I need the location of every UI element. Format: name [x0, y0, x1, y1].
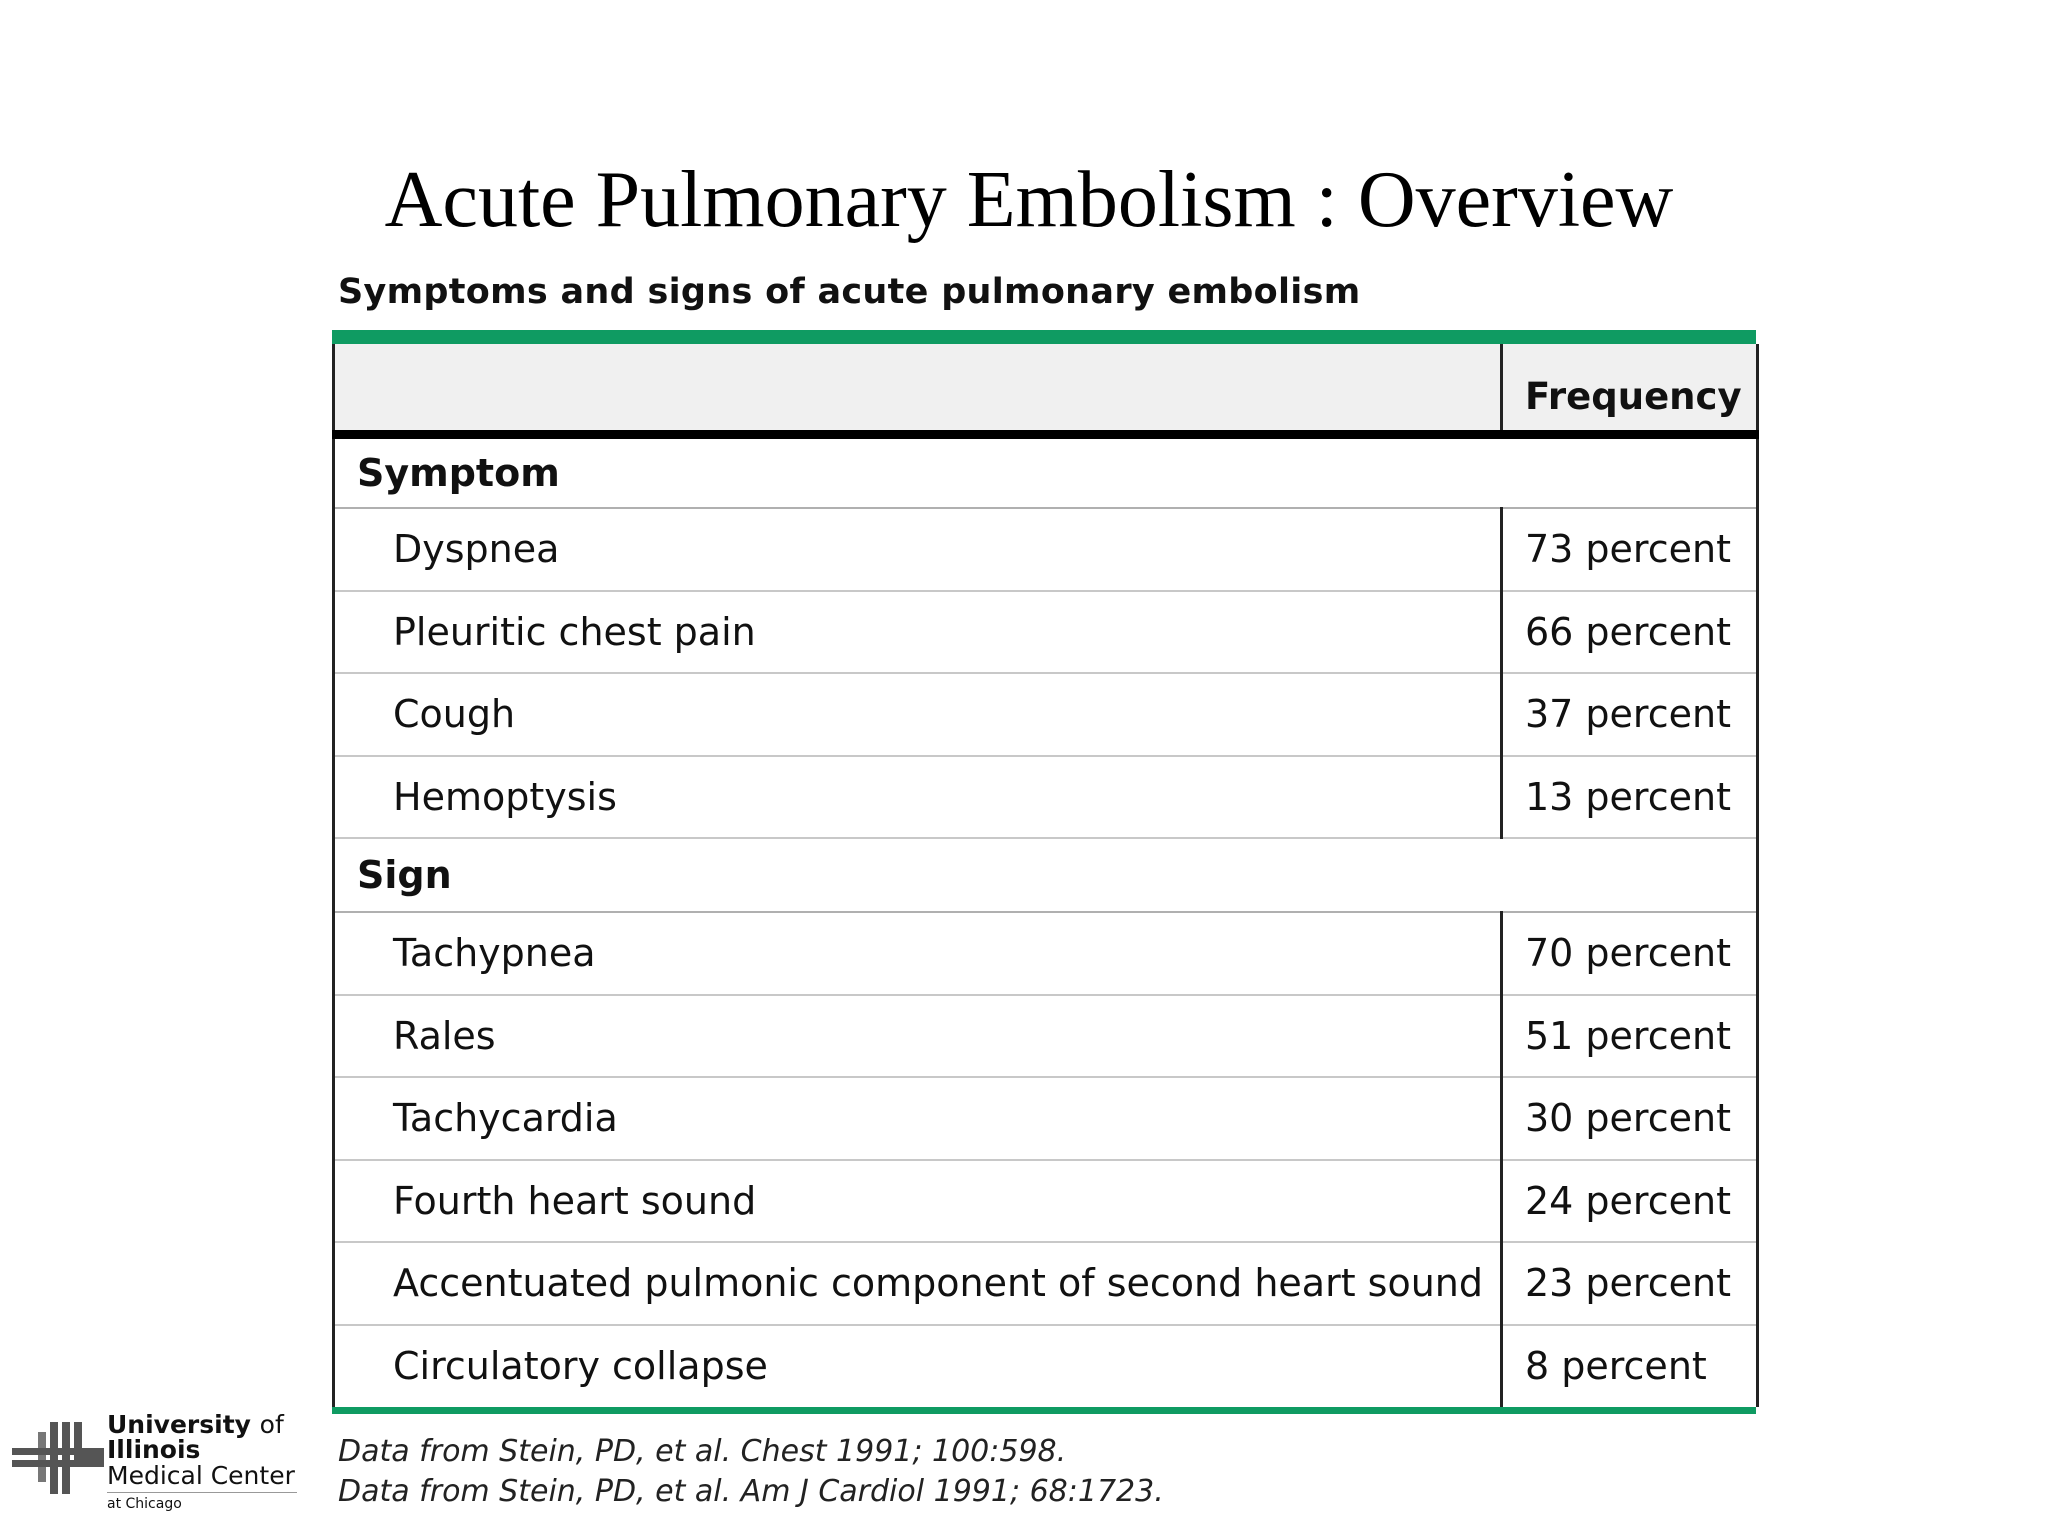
table-bottom-rule [332, 1407, 1756, 1414]
table-row [334, 1160, 1758, 1243]
row-name: Hemoptysis [334, 756, 1502, 839]
row-value: 24 percent [1502, 1160, 1758, 1243]
table-row [334, 673, 1758, 756]
row-name: Circulatory collapse [334, 1325, 1502, 1408]
row-name: Dyspnea [334, 508, 1502, 591]
row-value: 23 percent [1502, 1242, 1758, 1325]
table-row [334, 912, 1758, 995]
frequency-table [332, 344, 1759, 1407]
frequency-table-container [332, 330, 1756, 1414]
row-name: Cough [334, 673, 1502, 756]
table-row [334, 756, 1758, 839]
section-label: Sign [334, 838, 1758, 912]
table-row [334, 508, 1758, 591]
logo-line-2: Illinois [107, 1435, 201, 1464]
table-row [334, 995, 1758, 1078]
logo-line-3: Medical Center [107, 1461, 295, 1490]
table-row [334, 1077, 1758, 1160]
footnote: Data from Stein, PD, et al. Chest 1991; 100:598. [338, 1434, 1067, 1469]
logo-line-1: University of [107, 1410, 284, 1439]
uic-logo-mark-icon [12, 1422, 104, 1494]
row-value: 30 percent [1502, 1077, 1758, 1160]
row-value: 51 percent [1502, 995, 1758, 1078]
table-top-rule [332, 330, 1756, 344]
row-value: 8 percent [1502, 1325, 1758, 1408]
row-value: 66 percent [1502, 591, 1758, 674]
section-row-sign [334, 838, 1758, 912]
slide-title: Acute Pulmonary Embolism : Overview [384, 156, 1674, 244]
row-value: 37 percent [1502, 673, 1758, 756]
logo-text [107, 1412, 297, 1515]
footnotes [338, 1432, 1164, 1512]
row-name: Rales [334, 995, 1502, 1078]
table-row [334, 1242, 1758, 1325]
table-row [334, 1325, 1758, 1408]
section-label: Symptom [334, 434, 1758, 508]
row-value: 73 percent [1502, 508, 1758, 591]
logo-line-4: at Chicago [107, 1492, 297, 1515]
row-name: Pleuritic chest pain [334, 591, 1502, 674]
table-header-row [334, 344, 1758, 434]
table-caption: Symptoms and signs of acute pulmonary embolism [338, 272, 1361, 312]
row-name: Fourth heart sound [334, 1160, 1502, 1243]
header-label-cell [334, 344, 1502, 434]
header-frequency: Frequency [1502, 344, 1758, 434]
table-row [334, 591, 1758, 674]
row-name: Tachypnea [334, 912, 1502, 995]
row-name: Tachycardia [334, 1077, 1502, 1160]
row-name: Accentuated pulmonic component of second heart sound [334, 1242, 1502, 1325]
institution-logo [12, 1412, 302, 1530]
row-value: 13 percent [1502, 756, 1758, 839]
footnote: Data from Stein, PD, et al. Am J Cardiol 1991; 68:1723. [338, 1474, 1164, 1509]
row-value: 70 percent [1502, 912, 1758, 995]
section-row-symptom [334, 434, 1758, 508]
